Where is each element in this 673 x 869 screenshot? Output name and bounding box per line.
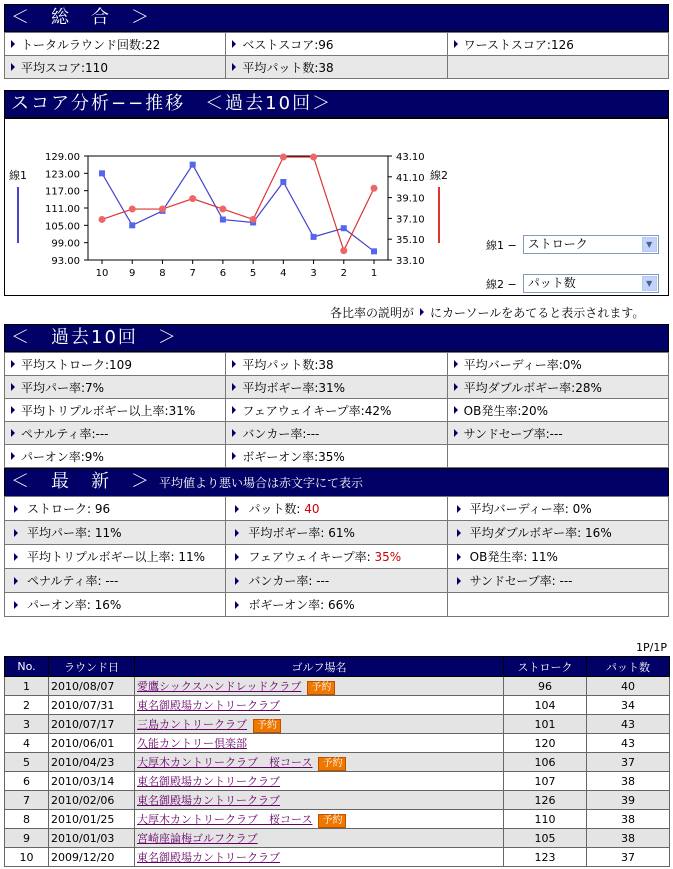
course-link[interactable]: 大厚木カントリークラブ 桜コース (137, 755, 313, 769)
chart-panel (4, 118, 669, 296)
latest-value: 11% (178, 550, 206, 564)
x-tick-label: 3 (310, 268, 317, 279)
x-tick-label: 4 (280, 268, 287, 279)
reserve-badge[interactable]: 予約 (253, 719, 281, 733)
summary-cell (447, 56, 668, 79)
latest-value: 40 (304, 502, 320, 516)
latest-label: パット数: (248, 502, 305, 516)
round-date: 2010/08/07 (49, 677, 135, 696)
round-stroke: 123 (504, 848, 587, 867)
line2-axis-label: 線2 (430, 169, 448, 182)
latest-label: 平均パー率: (27, 526, 95, 540)
latest-cell[interactable] (5, 497, 226, 521)
analysis-header (4, 90, 669, 118)
latest-label: フェアウェイキープ率: (248, 550, 375, 564)
past10-cell[interactable]: 平均パー率:7% (5, 376, 226, 399)
right-tick-label: 37.10 (396, 214, 425, 226)
latest-value: 16% (94, 598, 122, 612)
left-tick-label: 93.00 (51, 256, 80, 267)
round-stroke: 101 (504, 715, 587, 734)
past10-cell[interactable]: OB発生率:20% (447, 399, 668, 422)
latest-cell[interactable] (226, 593, 447, 617)
round-stroke: 96 (504, 677, 587, 696)
stroke-point[interactable] (280, 179, 286, 185)
latest-row (5, 569, 669, 593)
past10-row (5, 422, 669, 445)
x-tick-label: 1 (370, 268, 378, 279)
past10-header (4, 324, 669, 352)
latest-label: 平均バーディー率: (469, 502, 573, 516)
table-row (5, 829, 670, 848)
round-putt: 38 (587, 810, 670, 829)
pointer-triangle-icon (420, 308, 424, 316)
latest-value: 16% (585, 526, 612, 540)
round-putt: 37 (587, 848, 670, 867)
latest-value: 61% (328, 526, 355, 540)
course-link[interactable]: 三島カントリークラブ (137, 717, 247, 731)
line2-select[interactable] (523, 274, 659, 293)
round-no: 9 (5, 829, 49, 848)
latest-value: --- (559, 574, 573, 588)
left-tick-label: 123.00 (45, 169, 80, 181)
past10-cell[interactable]: パーオン率:9% (5, 445, 226, 468)
latest-table (4, 496, 669, 617)
hint-text-post: にカーソールをあてると表示されます。 (430, 306, 645, 320)
past10-cell[interactable]: 平均ストローク:109 (5, 353, 226, 376)
summary-cell[interactable]: ベストスコア:96 (226, 33, 447, 56)
course-cell (135, 810, 504, 829)
score-trend-chart (5, 119, 445, 289)
table-row (5, 848, 670, 867)
latest-value: 96 (94, 502, 111, 516)
latest-cell[interactable] (5, 569, 226, 593)
summary-cell[interactable]: 平均スコア:110 (5, 56, 226, 79)
latest-cell[interactable] (226, 497, 447, 521)
round-no: 6 (5, 772, 49, 791)
latest-label: 平均ボギー率: (248, 526, 329, 540)
latest-label: バンカー率: (248, 574, 317, 588)
round-stroke: 105 (504, 829, 587, 848)
table-row (5, 772, 670, 791)
table-row (5, 677, 670, 696)
left-tick-label: 129.00 (45, 152, 80, 163)
round-no: 5 (5, 753, 49, 772)
latest-value: 11% (94, 526, 122, 540)
latest-row (5, 521, 669, 545)
latest-cell[interactable] (447, 569, 668, 593)
past10-row (5, 353, 669, 376)
latest-label: ペナルティ率: (27, 574, 106, 588)
latest-value: 35% (374, 550, 402, 564)
latest-cell[interactable] (226, 545, 447, 569)
course-cell (135, 829, 504, 848)
past10-cell[interactable]: ボギーオン率:35% (226, 445, 447, 468)
latest-cell[interactable] (226, 569, 447, 593)
past10-title: ＜ 過去10回 ＞ (11, 327, 178, 348)
rounds-table (4, 656, 670, 867)
summary-cell[interactable]: 平均パット数:38 (226, 56, 447, 79)
column-header: パット数 (587, 657, 670, 677)
past10-cell[interactable]: バンカー率:--- (226, 422, 447, 445)
column-header: No. (5, 657, 49, 677)
x-tick-label: 6 (219, 268, 227, 279)
past10-cell (447, 445, 668, 468)
past10-cell[interactable]: フェアウェイキープ率:42% (226, 399, 447, 422)
stroke-point[interactable] (311, 234, 317, 240)
table-row (5, 734, 670, 753)
line1-axis-label: 線1 (9, 169, 27, 182)
stroke-point[interactable] (129, 222, 135, 228)
course-cell (135, 791, 504, 810)
hint-text-pre: 各比率の説明が (330, 306, 415, 320)
putt-point[interactable] (159, 206, 166, 213)
latest-label: 平均ダブルボギー率: (469, 526, 586, 540)
putt-point[interactable] (189, 195, 196, 202)
stroke-point[interactable] (341, 225, 347, 231)
course-cell (135, 677, 504, 696)
putt-point[interactable] (340, 247, 347, 254)
course-link[interactable]: 久能カントリー倶楽部 (137, 737, 247, 750)
column-header: ゴルフ場名 (135, 657, 504, 677)
right-tick-label: 39.10 (396, 193, 425, 205)
latest-header (4, 468, 669, 497)
past10-row (5, 399, 669, 422)
latest-label: ボギーオン率: (248, 598, 328, 612)
table-row (5, 810, 670, 829)
round-putt: 43 (587, 734, 670, 753)
summary-cell[interactable]: ワーストスコア:126 (447, 33, 668, 56)
latest-label: ストローク: (27, 502, 95, 516)
round-stroke: 104 (504, 696, 587, 715)
round-no: 7 (5, 791, 49, 810)
latest-title: ＜ 最 新 ＞ (11, 471, 151, 492)
chevron-down-icon[interactable]: ▼ (642, 237, 657, 252)
putt-point[interactable] (219, 206, 226, 213)
round-date: 2010/07/17 (49, 715, 135, 734)
latest-value: 66% (327, 598, 355, 612)
latest-cell (447, 593, 668, 617)
left-tick-label: 117.00 (45, 186, 80, 198)
x-tick-label: 9 (129, 268, 136, 279)
course-cell (135, 715, 504, 734)
reserve-badge[interactable]: 予約 (307, 681, 335, 695)
round-putt: 39 (587, 791, 670, 810)
course-cell (135, 696, 504, 715)
latest-cell[interactable] (447, 545, 668, 569)
latest-label: パーオン率: (27, 598, 95, 612)
x-tick-label: 5 (249, 268, 257, 279)
stroke-point[interactable] (220, 217, 226, 223)
select2-row (486, 274, 659, 293)
putt-point[interactable] (310, 154, 317, 161)
summary-table (4, 32, 669, 79)
round-no: 8 (5, 810, 49, 829)
round-putt: 38 (587, 772, 670, 791)
past10-table (4, 352, 669, 468)
round-no: 3 (5, 715, 49, 734)
x-tick-label: 2 (340, 268, 347, 279)
latest-row (5, 545, 669, 569)
table-row (5, 753, 670, 772)
round-stroke: 110 (504, 810, 587, 829)
past10-row (5, 376, 669, 399)
round-putt: 43 (587, 715, 670, 734)
round-stroke: 120 (504, 734, 587, 753)
latest-value: 0% (572, 502, 592, 516)
x-tick-label: 10 (95, 268, 109, 279)
course-link[interactable]: 東名御殿場カントリークラブ (137, 775, 280, 788)
stroke-point[interactable] (190, 162, 196, 168)
round-no: 10 (5, 848, 49, 867)
past10-cell[interactable]: 平均バーディー率:0% (447, 353, 668, 376)
left-tick-label: 111.00 (45, 204, 80, 215)
summary-row (5, 56, 669, 79)
putt-point[interactable] (129, 206, 136, 213)
x-tick-label: 8 (159, 268, 166, 279)
round-stroke: 126 (504, 791, 587, 810)
latest-label: 平均トリプルボギー以上率: (27, 550, 179, 564)
left-tick-label: 99.00 (51, 238, 80, 250)
select1-row (486, 235, 659, 254)
line1-select[interactable] (523, 235, 659, 254)
round-putt: 37 (587, 753, 670, 772)
latest-cell[interactable] (447, 521, 668, 545)
putt-point[interactable] (280, 154, 287, 161)
round-date: 2010/06/01 (49, 734, 135, 753)
summary-title: ＜ 総 合 ＞ (11, 7, 151, 28)
right-tick-label: 35.10 (396, 235, 425, 247)
round-date: 2010/07/31 (49, 696, 135, 715)
round-no: 1 (5, 677, 49, 696)
column-header: ラウンド日 (49, 657, 135, 677)
chevron-down-icon[interactable]: ▼ (642, 276, 657, 291)
summary-header (4, 4, 669, 32)
latest-row (5, 497, 669, 521)
select2-label: 線2 − (486, 277, 517, 291)
latest-label: OB発生率: (469, 550, 532, 564)
latest-cell[interactable] (5, 545, 226, 569)
latest-value: 11% (531, 550, 558, 564)
latest-cell[interactable] (226, 521, 447, 545)
round-date: 2010/03/14 (49, 772, 135, 791)
past10-cell[interactable]: ペナルティ率:--- (5, 422, 226, 445)
round-no: 4 (5, 734, 49, 753)
latest-cell[interactable] (5, 593, 226, 617)
course-cell (135, 772, 504, 791)
right-tick-label: 43.10 (396, 152, 425, 163)
round-putt: 38 (587, 829, 670, 848)
putt-point[interactable] (371, 185, 378, 192)
summary-row (5, 33, 669, 56)
round-putt: 34 (587, 696, 670, 715)
table-row (5, 715, 670, 734)
latest-value: --- (105, 574, 119, 588)
past10-row (5, 445, 669, 468)
select1-label: 線1 − (486, 238, 517, 252)
stroke-point[interactable] (99, 170, 105, 176)
column-header: ストローク (504, 657, 587, 677)
stroke-point[interactable] (371, 248, 377, 254)
analysis-title: スコア分析−−推移 ＜過去10回＞ (11, 93, 333, 114)
round-date: 2010/01/03 (49, 829, 135, 848)
line2-select-value: パット数 (527, 276, 576, 290)
line1-select-value: ストローク (527, 237, 588, 251)
past10-cell[interactable]: 平均ボギー率:31% (226, 376, 447, 399)
table-row (5, 791, 670, 810)
latest-note: 平均値より悪い場合は赤文字にて表示 (159, 476, 364, 490)
past10-cell[interactable]: サンドセーブ率:--- (447, 422, 668, 445)
latest-label: サンドセーブ率: (469, 574, 560, 588)
table-row (5, 696, 670, 715)
course-cell (135, 753, 504, 772)
course-link[interactable]: 東名御殿場カントリークラブ (137, 699, 280, 712)
right-tick-label: 41.10 (396, 172, 425, 184)
latest-value: --- (316, 574, 330, 588)
course-link[interactable]: 東名御殿場カントリークラブ (137, 794, 280, 807)
past10-cell[interactable]: 平均ダブルボギー率:28% (447, 376, 668, 399)
pager: 1P/1P (636, 641, 667, 654)
course-link[interactable]: 大厚木カントリークラブ 桜コース (137, 812, 313, 826)
left-tick-label: 105.00 (45, 221, 80, 233)
putt-point[interactable] (99, 216, 106, 223)
ratio-hint (330, 304, 644, 321)
course-link[interactable]: 東名御殿場カントリークラブ (137, 851, 280, 864)
round-stroke: 106 (504, 753, 587, 772)
putt-point[interactable] (250, 216, 257, 223)
course-cell (135, 734, 504, 753)
right-tick-label: 33.10 (396, 256, 425, 267)
course-cell (135, 848, 504, 867)
latest-cell[interactable] (447, 497, 668, 521)
round-date: 2010/02/06 (49, 791, 135, 810)
round-date: 2010/04/23 (49, 753, 135, 772)
course-link[interactable]: 宮崎座論梅ゴルフクラブ (137, 832, 258, 845)
reserve-badge[interactable]: 予約 (318, 814, 346, 828)
latest-cell[interactable] (5, 521, 226, 545)
reserve-badge[interactable]: 予約 (318, 757, 346, 771)
latest-row (5, 593, 669, 617)
round-date: 2009/12/20 (49, 848, 135, 867)
course-link[interactable]: 愛鷹シックスハンドレッドクラブ (137, 679, 302, 693)
summary-cell[interactable]: トータルラウンド回数:22 (5, 33, 226, 56)
round-stroke: 107 (504, 772, 587, 791)
round-no: 2 (5, 696, 49, 715)
past10-cell[interactable]: 平均パット数:38 (226, 353, 447, 376)
round-date: 2010/01/25 (49, 810, 135, 829)
x-tick-label: 7 (189, 268, 196, 279)
round-putt: 40 (587, 677, 670, 696)
past10-cell[interactable]: 平均トリプルボギー以上率:31% (5, 399, 226, 422)
